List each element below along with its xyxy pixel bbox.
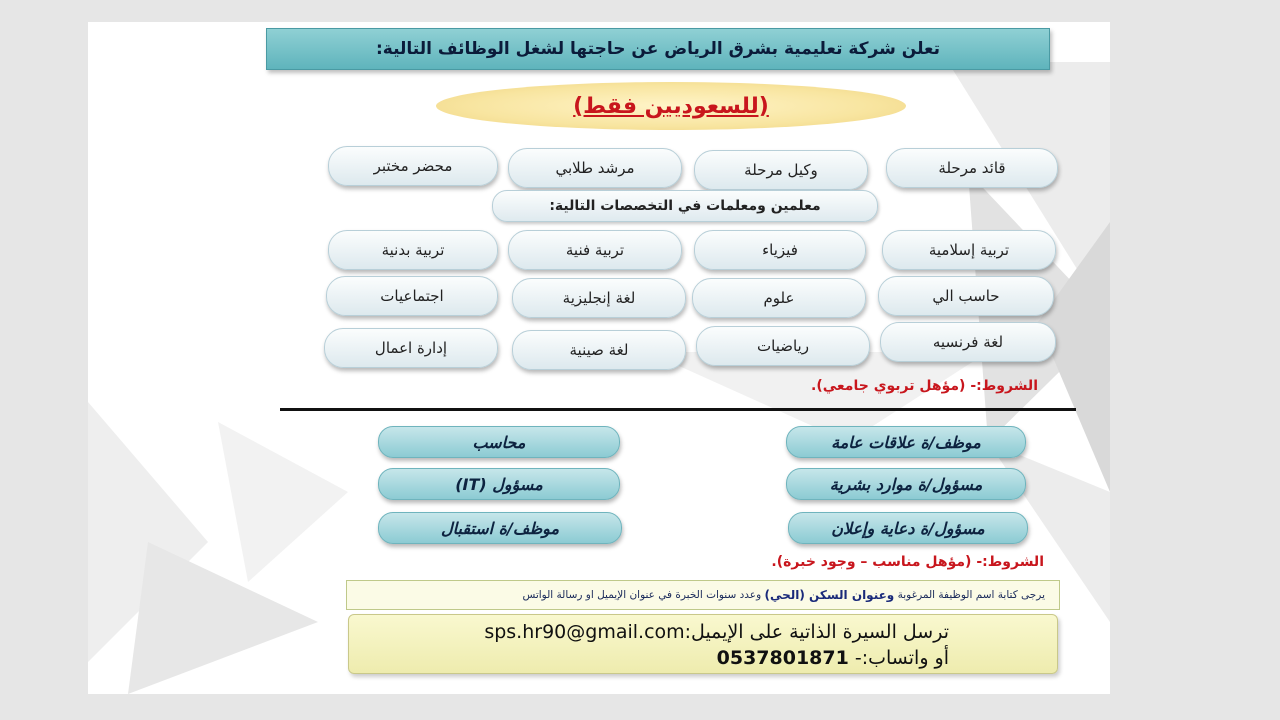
specialty-pill: اجتماعيات xyxy=(326,276,498,316)
specialties-caption: معلمين ومعلمات في التخصصات التالية: xyxy=(492,190,878,222)
slide xyxy=(88,22,1110,694)
whatsapp-prefix: أو واتساب:- xyxy=(854,647,949,669)
conditions-label: الشروط:- xyxy=(970,378,1038,394)
section-divider xyxy=(280,408,1076,411)
specialty-pill: لغة صينية xyxy=(512,330,686,370)
conditions-education xyxy=(688,378,1038,394)
specialty-pill: تربية بدنية xyxy=(328,230,498,270)
position-pill: وكيل مرحلة xyxy=(694,150,868,190)
specialty-pill: حاسب الي xyxy=(878,276,1054,316)
saudi-only-banner xyxy=(436,82,906,130)
conditions-experience xyxy=(678,554,1044,570)
position-pill: مرشد طلابي xyxy=(508,148,682,188)
specialty-pill: لغة إنجليزية xyxy=(512,278,686,318)
specialty-pill: علوم xyxy=(692,278,866,318)
specialty-pill: رياضيات xyxy=(696,326,870,366)
conditions-value: (مؤهل مناسب – وجود خبرة). xyxy=(771,554,972,570)
specialty-pill: تربية إسلامية xyxy=(882,230,1056,270)
admin-position-pill: محاسب xyxy=(378,426,620,458)
conditions-label: الشروط:- xyxy=(976,554,1044,570)
phone-number[interactable]: 0537801871 xyxy=(716,647,849,669)
conditions-value: (مؤهل تربوي جامعي). xyxy=(811,378,966,394)
saudi-only-text: (للسعوديين فقط) xyxy=(573,93,769,119)
specialty-pill: إدارة اعمال xyxy=(324,328,498,368)
specialty-pill: فيزياء xyxy=(694,230,866,270)
admin-position-pill: مسؤول/ة موارد بشرية xyxy=(786,468,1026,500)
position-pill: قائد مرحلة xyxy=(886,148,1058,188)
application-note: يرجى كتابة اسم الوظيفة المرغوبة وعنوان السكن (الحي) وعدد سنوات الخبرة في عنوان الإيميل او رسالة الواتس xyxy=(346,580,1060,610)
specialty-pill: تربية فنية xyxy=(508,230,682,270)
contact-box xyxy=(348,614,1058,674)
header-title-bar xyxy=(266,28,1050,70)
admin-position-pill: موظف/ة استقبال xyxy=(378,512,622,544)
position-pill: محضر مختبر xyxy=(328,146,498,186)
header-title: تعلن شركة تعليمية بشرق الرياض عن حاجتها لشغل الوظائف التالية: xyxy=(375,39,940,59)
admin-position-pill: موظف/ة علاقات عامة xyxy=(786,426,1026,458)
email-address[interactable]: sps.hr90@gmail.com xyxy=(484,621,685,643)
specialty-pill: لغة فرنسيه xyxy=(880,322,1056,362)
admin-position-pill: مسؤول/ة دعاية وإعلان xyxy=(788,512,1028,544)
email-prefix: ترسل السيرة الذاتية على الإيميل: xyxy=(684,621,949,643)
admin-position-pill: مسؤول (IT) xyxy=(378,468,620,500)
